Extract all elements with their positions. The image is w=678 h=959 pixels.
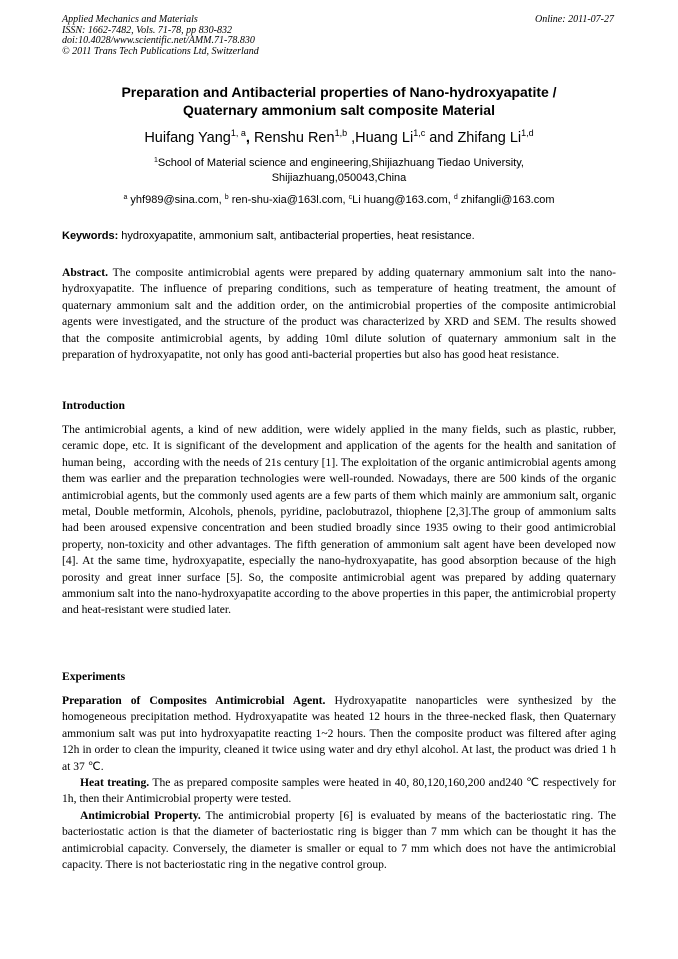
author-name: Huifang Yang [144, 130, 231, 146]
experiments-heading: Experiments [62, 670, 126, 683]
abstract-label: Abstract. [62, 266, 109, 279]
author-separator: and [425, 130, 458, 146]
email-marker: c [348, 194, 353, 201]
email-marker: a [123, 194, 128, 201]
heat-label: Heat treating. [80, 776, 150, 789]
introduction-heading: Introduction [62, 399, 125, 412]
preparation-label: Preparation of Composites Antimicrobial Agent. [62, 694, 326, 707]
keywords [62, 229, 616, 244]
author-affil: 1, a [230, 128, 246, 138]
copyright: © 2011 Trans Tech Publications Ltd, Switzerland [62, 45, 259, 57]
affil-marker: 1 [154, 157, 158, 164]
email: ren-shu-xia@163l.com, [228, 194, 349, 206]
affil-line-1: School of Material science and engineering,Shijiazhuang Tiedao University, [157, 157, 524, 169]
introduction-text: The antimicrobial agents, a kind of new addition, were widely applied in the many fields, such as plastic, rubber, ceramic dope, etc. It is significant of the development and application of the agents for the health and sanitation of human being，according with the needs of 21s century [1]. The exploitation of the organic antimicrobial agents among them was earlier and the preparation technologies were well-rounded. Nowadays, there are 500 kinds of the organic antimicrobial agents, but the commonly used agents are a few parts of them which mainly are ammonium salt, organic metal, Double metformin, Alcohols, phenols, pyridine, paclobutrazol, thiophene [2,3].The group of ammonium salts had been aroused expensive concentration and been studied broadly since 1935 owing to their good antimicrobial property, non-toxicity and other advantages. The fifth generation of ammonium salt agent have been developed now [4]. At the same time, hydroxyapatite, especially the nano-hydroxyapatite, has good absorption because of the high porosity and great inner surface [5]. So, the composite antimicrobial agent was prepared by adding quaternary ammonium salt into the nano-hydroxyapatite according to the above properties in this paper, the antimicrobial property and heat-resistant were studied later. [62, 423, 616, 617]
email: yhf989@sina.com, [127, 194, 225, 206]
author-affil: 1,d [521, 128, 534, 138]
affil-line-2: Shijiazhuang,050043,China [271, 172, 407, 184]
author-affil: 1,b [334, 128, 348, 138]
email: Li huang@163.com, [352, 194, 454, 206]
email-marker: d [453, 194, 458, 201]
author-affil: 1,c [413, 128, 426, 138]
paper-title [62, 83, 616, 119]
author-name: Renshu Ren [253, 130, 335, 146]
author-list [62, 128, 616, 148]
antimicrobial-paragraph [62, 808, 616, 874]
preparation-text: Hydroxyapatite nanoparticles were synthesized by the homogeneous precipitation method. Hydroxyapatite was heated 12 hours in the three-necked flask, then Quaternary ammonium salt was put into hydroxyapatite reacting 1~2 hours. Then the composite product was filtered after aging 12h in order to clean the impurity, cleaned it twice using water and dry ethyl alcohol. At last, the product was dried 1 h at 37 ℃. [62, 694, 617, 773]
journal-header [62, 15, 382, 57]
online-date: Online: 2011-07-27 [535, 14, 614, 25]
affiliation [100, 156, 578, 186]
keywords-text: hydroxyapatite, ammonium salt, antibacterial properties, heat resistance. [118, 230, 475, 242]
title-line-1: Preparation and Antibacterial properties of Nano-hydroxyapatite / [121, 84, 557, 100]
journal-name: Applied Mechanics and Materials [62, 14, 198, 25]
email: zhifangli@163.com [457, 194, 555, 206]
preparation-paragraph [62, 693, 616, 775]
author-name: Zhifang Li [457, 130, 522, 146]
antimicrobial-text: The antimicrobial property [6] is evaluated by means of the bacteriostatic ring. The bacteriostatic action is that the diameter of bacteriostatic ring is bigger than 7 mm which can be thought it has the antimicrobial capacity. Conversely, the diameter is smaller or equal to 7 mm which does not have the antimicrobial capacity. There is not bacteriostatic ring in the negative control group. [62, 809, 616, 872]
abstract [62, 265, 616, 363]
doi: doi:10.4028/www.scientific.net/AMM.71-78.830 [62, 35, 255, 47]
email-list [62, 193, 616, 208]
antimicrobial-label: Antimicrobial Property. [80, 809, 201, 822]
heat-text: The as prepared composite samples were heated in 40, 80,120,160,200 and240 ℃ respectively for 1h, then their Antimicrobial property were tested. [62, 776, 616, 806]
issn: ISSN: 1662-7482, Vols. 71-78, pp 830-832 [62, 24, 232, 36]
abstract-text: The composite antimicrobial agents were prepared by adding quaternary ammonium salt into the nano-hydroxyapatite. The influence of preparing conditions, such as temperature of heating treatment, the amount of quaternary ammonium salt and the addition order, on the antimicrobial properties of the composite antimicrobial agents were investigated, and the structure of the product was characterized by XRD and SEM. The results showed that the composite antimicrobial agents, by adding 10ml dilute solution of quaternary ammonium salt in the preparation of hydroxyapatite, not only has good anti-bacterial properties but also has good heat resistance. [62, 266, 616, 362]
email-marker: b [224, 194, 229, 201]
author-name: Huang Li [355, 130, 414, 146]
keywords-label: Keywords: [62, 230, 119, 242]
heat-paragraph [62, 775, 616, 808]
title-line-2: Quaternary ammonium salt composite Material [183, 102, 495, 118]
author-separator: , [245, 130, 254, 146]
author-separator: , [347, 130, 356, 146]
